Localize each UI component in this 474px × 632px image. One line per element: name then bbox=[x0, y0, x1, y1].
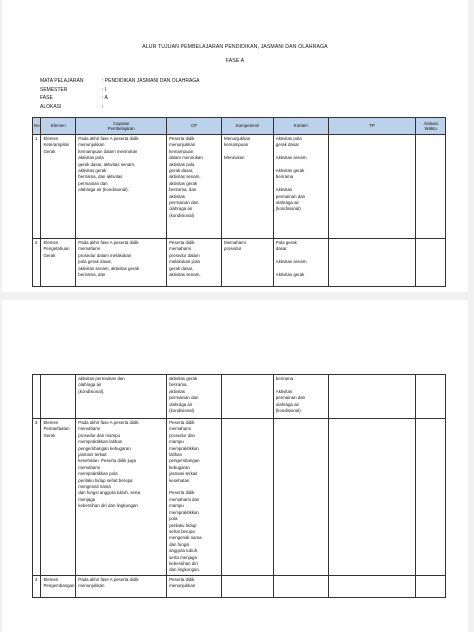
cell-konten: Aktivitas pola gerak dasar Aktivitas senam Aktivitas gerak berirama Aktivitas permainan dan olahraga air (kondisional) bbox=[273, 135, 328, 239]
header-no: No bbox=[33, 118, 41, 135]
header-tp: TP bbox=[328, 118, 416, 135]
cell-elemen: Elemen Pengetahuan Gerak bbox=[41, 239, 76, 287]
table-header-row bbox=[33, 118, 446, 135]
table-row bbox=[33, 239, 446, 287]
meta-row-phase bbox=[40, 94, 200, 103]
meta-value: : A bbox=[102, 95, 108, 101]
cell-tp bbox=[328, 575, 416, 597]
cell-kompetensi: Menunjukkan kemampuan Menirukan bbox=[222, 135, 274, 239]
cell-capaian: Pada akhir fase A peserta didik memahami prosedur dalam melakukan pola gerak dasar, aktivitas senam, aktivitas gerak berirama, dan bbox=[76, 239, 167, 287]
cell-kompetensi bbox=[222, 575, 274, 597]
cell-tp bbox=[328, 375, 416, 419]
cell-cp: Peserta didik menunjukkan bbox=[167, 575, 222, 597]
meta-row-semester bbox=[40, 86, 200, 95]
cell-konten bbox=[273, 419, 328, 576]
learning-flow-table bbox=[32, 117, 446, 287]
cell-kompetensi bbox=[222, 419, 274, 576]
cell-elemen: Elemen Pemanfaatan Gerak bbox=[41, 419, 76, 576]
cell-konten: berirama Aktivitas permainan dan olahraga air (kondisional) bbox=[273, 375, 328, 419]
cell-capaian: aktivitas permainan dan olahraga air (kondisional). bbox=[76, 375, 167, 419]
document-title: ALUR TUJUAN PEMBELAJARAN PENDIDIKAN, JASMANI DAN OLAHRAGA bbox=[142, 44, 328, 50]
meta-label: MATA PELAJARAN bbox=[40, 78, 84, 84]
table-row bbox=[33, 575, 446, 597]
cell-cp: Peserta didik memahami prosedur dalam melakukan pola gerak dasar, aktivitas senam, bbox=[167, 239, 222, 287]
meta-value: : PENDIDIKAN JASMANI DAN OLAHRAGA bbox=[102, 78, 200, 84]
cell-kompetensi: Memahami prosedur bbox=[222, 239, 274, 287]
cell-cp: Peserta didik memahami prosedur dan mampu mempraktikkan latihan pengembangan kebugaran jasmani terkait kesehatan. Peserta didik memahami dan mampu mempraktikkan pola perilaku hidup sehat berupa mengenali nama dan fungsi anggota tubuh, serta menjaga kebersihan diri dan lingkungan. bbox=[167, 419, 222, 576]
cell-no bbox=[33, 375, 41, 419]
cell-konten bbox=[273, 575, 328, 597]
cell-alokasi bbox=[416, 419, 446, 576]
cell-capaian: Pada akhir fase A peserta didik memahami prosedur dan mampu mempraktikkan latihan pengembangan kebugaran jasmani terkait kesehatan. Peserta didik juga memahami mempraktikkan pola perilaku hidup sehat berupa mengenali nama dan fungsi anggota tubuh, serta menjaga kebersihan diri dan lingkungan bbox=[76, 419, 167, 576]
table-row bbox=[33, 135, 446, 239]
cell-no: 3 bbox=[33, 419, 41, 576]
cell-kompetensi bbox=[222, 375, 274, 419]
cell-alokasi bbox=[416, 375, 446, 419]
header-alokasi: Alokasi Waktu bbox=[416, 118, 446, 135]
learning-flow-table-continued bbox=[32, 374, 446, 598]
cell-alokasi bbox=[416, 575, 446, 597]
meta-value: : I bbox=[102, 86, 107, 93]
meta-label: FASE bbox=[40, 95, 53, 101]
cell-no: 2 bbox=[33, 239, 41, 287]
cell-alokasi bbox=[416, 135, 446, 239]
cell-tp bbox=[328, 239, 416, 287]
header-konten: Konten bbox=[273, 118, 328, 135]
header-elemen: Elemen bbox=[41, 118, 76, 135]
document-page-2 bbox=[2, 300, 468, 632]
cell-elemen: Elemen Pengembangan bbox=[41, 575, 76, 597]
meta-label: ALOKASI bbox=[40, 103, 62, 110]
meta-row-subject bbox=[40, 77, 200, 86]
cell-no: 1 bbox=[33, 135, 41, 239]
document-page-1 bbox=[2, 0, 468, 292]
cell-cp: Peserta didik menunjukkan kemampuan dalam menirukan aktivitas pola gerak dasar, aktivitas senam, aktivitas gerak berirama, dan aktivitas permainan dan olahraga air (kondisional) bbox=[167, 135, 222, 239]
header-capaian: Capaian Pembelajaran bbox=[76, 118, 167, 135]
table-row bbox=[33, 419, 446, 576]
cell-tp bbox=[328, 135, 416, 239]
cell-capaian: Pada akhir fase A peserta didik menunjukkan kemampuan dalam menirukan aktivitas pola gerak dasar, aktivitas senam, aktivitas gerak berirama, dan aktivitas permainan dan olahraga air (kondisional). bbox=[76, 135, 167, 239]
cell-elemen: Elemen Keterampilan Gerak bbox=[41, 135, 76, 239]
meta-row-allocation bbox=[40, 103, 200, 112]
cell-no: 4 bbox=[33, 575, 41, 597]
cell-konten: Pola gerak dasar Aktivitas senam Aktivitas gerak bbox=[273, 239, 328, 287]
cell-alokasi bbox=[416, 239, 446, 287]
header-kompetensi: Kompetensi bbox=[222, 118, 274, 135]
table-row bbox=[33, 375, 446, 419]
cell-cp: aktivitas gerak berirama, aktivitas permainan dan olahraga air (kondisional). bbox=[167, 375, 222, 419]
cell-capaian: Pada akhir fase A peserta didik menunjukkan bbox=[76, 575, 167, 597]
cell-elemen bbox=[41, 375, 76, 419]
document-subtitle: FASE A bbox=[225, 58, 245, 64]
meta-value: : bbox=[102, 103, 104, 110]
header-cp: CP bbox=[167, 118, 222, 135]
metadata-block bbox=[40, 77, 200, 111]
meta-label: SEMESTER bbox=[40, 86, 68, 93]
cell-tp bbox=[328, 419, 416, 576]
